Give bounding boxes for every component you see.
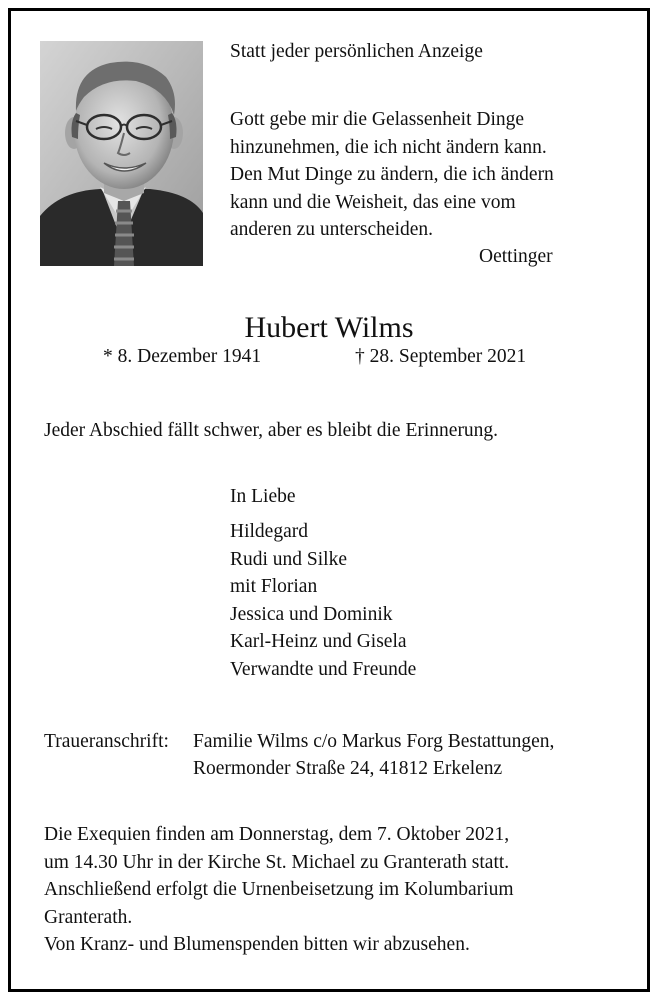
mourner-name: Rudi und Silke: [230, 548, 348, 570]
portrait-photo: [40, 41, 203, 266]
birth-date: * 8. Dezember 1941: [103, 346, 262, 367]
quote-line: anderen zu unterscheiden.: [230, 219, 434, 240]
mourner-name: Verwandte und Freunde: [230, 658, 417, 680]
service-line: um 14.30 Uhr in der Kirche St. Michael zu Granterath statt.: [44, 851, 510, 873]
service-info: [44, 821, 514, 959]
quote-line: Den Mut Dinge zu ändern, die ich ändern: [230, 164, 554, 185]
quote-line: kann und die Weisheit, das eine vom: [230, 191, 516, 213]
address-line: Familie Wilms c/o Markus Forg Bestattungen,: [193, 731, 555, 752]
deceased-name: Hubert Wilms: [244, 311, 414, 344]
address-line: Roermonder Straße 24, 41812 Erkelenz: [193, 758, 503, 779]
mourner-name: Karl-Heinz und Gisela: [230, 631, 407, 652]
death-date: † 28. September 2021: [355, 346, 527, 367]
service-line: Anschließend erfolgt die Urnenbeisetzung im Kolumbarium: [44, 879, 514, 900]
service-line: Granterath.: [44, 906, 133, 928]
intro-text: Statt jeder persönlichen Anzeige: [230, 41, 483, 62]
quote-block: [230, 106, 554, 244]
mourner-name: Jessica und Dominik: [230, 603, 393, 625]
mourner-name: mit Florian: [230, 576, 318, 597]
quote-line: Gott gebe mir die Gelassenheit Dinge: [230, 109, 525, 130]
mourners-list: [230, 518, 416, 683]
quote-line: hinzunehmen, die ich nicht ändern kann.: [230, 136, 547, 158]
address-label: Traueranschrift:: [44, 731, 169, 752]
service-line: Von Kranz- und Blumenspenden bitten wir abzusehen.: [44, 934, 470, 955]
quote-author: Oettinger: [479, 246, 553, 267]
mourner-name: Hildegard: [230, 521, 308, 542]
mourners-intro: In Liebe: [230, 486, 296, 507]
service-line: Die Exequien finden am Donnerstag, dem 7. Oktober 2021,: [44, 824, 510, 845]
farewell-text: Jeder Abschied fällt schwer, aber es bleibt die Erinnerung.: [44, 420, 499, 441]
